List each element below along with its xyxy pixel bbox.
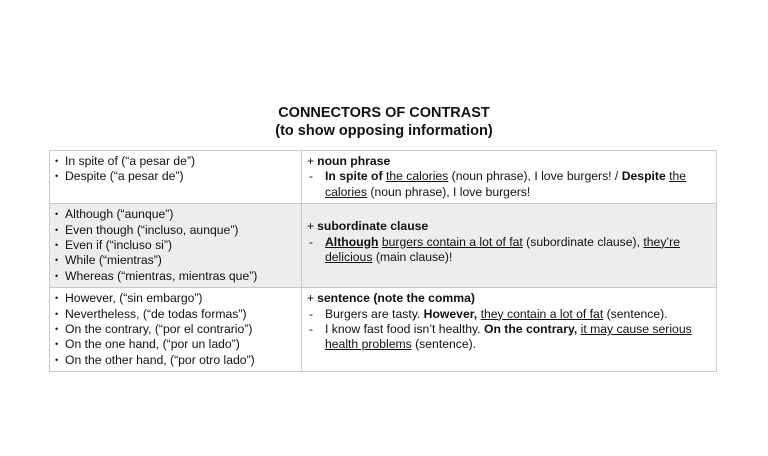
example-sentence	[307, 169, 710, 200]
underlined-phrase: they contain a lot of fat	[480, 306, 604, 321]
plus-sign: +	[307, 154, 315, 168]
connector-list	[55, 207, 295, 284]
usage-heading-label: noun phrase	[317, 154, 391, 168]
usage-cell	[302, 204, 717, 288]
example-sentence	[307, 235, 710, 266]
example-list	[307, 307, 710, 353]
plus-sign: +	[307, 291, 315, 306]
list-item: • In spite of (“a pesar de”)	[55, 154, 295, 169]
example-list	[307, 169, 710, 200]
example-text: (subordinate clause),	[522, 234, 644, 249]
connectors-cell	[50, 288, 302, 372]
usage-heading	[307, 154, 710, 169]
connector-word: However,	[423, 306, 478, 321]
connectors-cell	[50, 204, 302, 288]
usage-cell	[302, 288, 717, 372]
list-item: • On the contrary, (“por el contrario”)	[55, 322, 295, 337]
underlined-phrase: the calories	[385, 169, 449, 184]
title-line-2: (to show opposing information)	[275, 123, 493, 139]
example-list	[307, 235, 710, 266]
list-item: • Whereas (“mientras, mientras que”)	[55, 269, 295, 284]
list-item: • On the one hand, (“por un lado”)	[55, 337, 295, 352]
underlined-phrase: the calories	[325, 169, 687, 199]
usage-heading	[307, 219, 710, 234]
example-sentence	[307, 307, 710, 322]
list-item: • Nevertheless, (“de todas formas”)	[55, 307, 295, 322]
connector-list	[55, 291, 295, 368]
usage-heading	[307, 291, 710, 306]
table-row-subordinate-clause	[50, 204, 717, 288]
connectors-table	[49, 150, 717, 372]
page-title	[0, 104, 768, 140]
connectors-cell	[50, 151, 302, 204]
list-item: • While (“mientras”)	[55, 253, 295, 268]
example-text: (noun phrase), I love burgers! /	[448, 169, 622, 184]
connector-word: On the contrary,	[483, 322, 578, 337]
connector-word: Despite	[621, 169, 666, 184]
usage-cell	[302, 151, 717, 204]
list-item: • Although (“aunque”)	[55, 207, 295, 222]
example-text: Burgers are tasty.	[325, 306, 424, 321]
example-text: (sentence).	[603, 306, 668, 321]
connector-word: In spite of	[325, 169, 383, 184]
underlined-phrase: burgers contain a lot of fat	[381, 234, 523, 249]
underlined-phrase: they’re delicious	[325, 234, 680, 265]
list-item: • Even if (“incluso si”)	[55, 238, 295, 253]
connector-word: Although	[325, 234, 379, 249]
list-item: • On the other hand, (“por otro lado”)	[55, 353, 295, 368]
list-item: • Despite (“a pesar de”)	[55, 169, 295, 184]
plus-sign: +	[307, 219, 315, 234]
connector-list	[55, 154, 295, 185]
example-text: (noun phrase), I love burgers!	[367, 184, 531, 199]
example-text: (main clause)!	[372, 250, 453, 265]
example-text: I know fast food isn’t healthy.	[325, 322, 484, 337]
usage-heading-label: subordinate clause	[317, 219, 429, 234]
list-item: • Even though (“incluso, aunque”)	[55, 223, 295, 238]
title-line-1: CONNECTORS OF CONTRAST	[278, 105, 490, 121]
table-row-sentence	[50, 288, 717, 372]
usage-heading-label: sentence (note the comma)	[317, 291, 475, 306]
example-sentence	[307, 322, 710, 353]
example-text: (sentence).	[411, 337, 477, 352]
list-item: • However, (“sin embargo”)	[55, 291, 295, 306]
table-row-noun-phrase	[50, 151, 717, 204]
underlined-phrase: it may cause serious health problems	[325, 322, 692, 352]
